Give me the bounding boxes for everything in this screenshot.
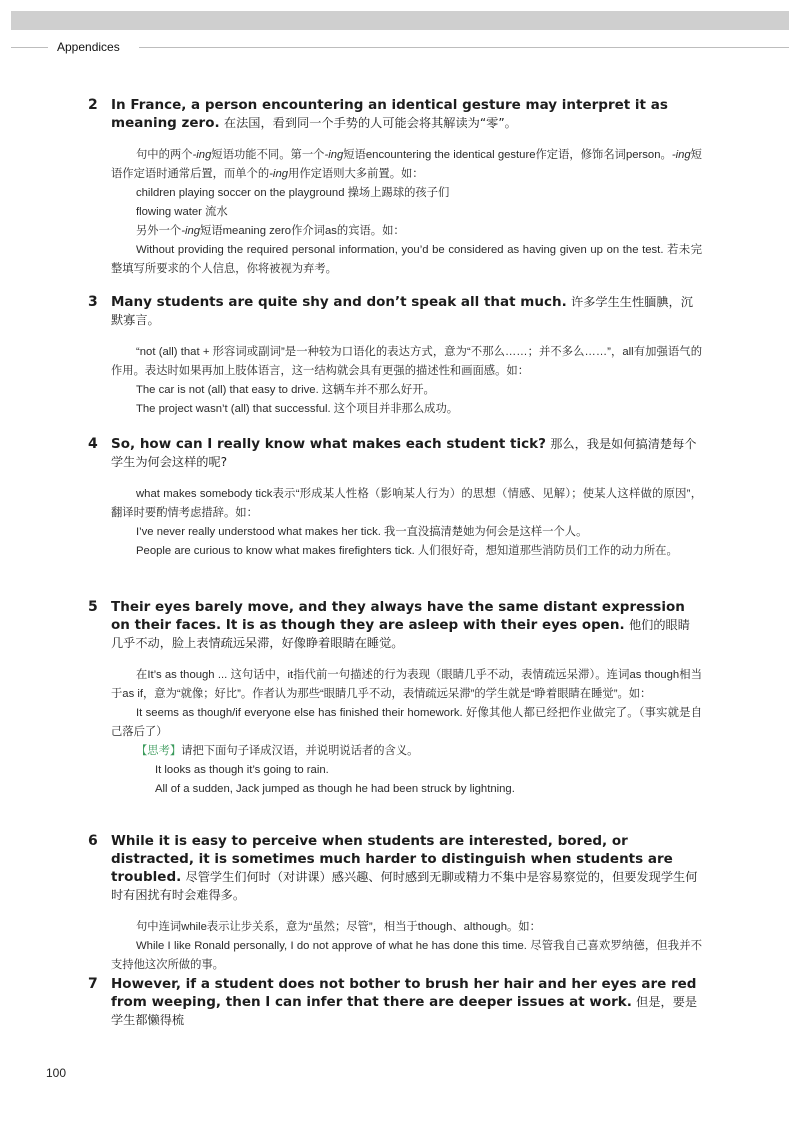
page-number: 100 bbox=[46, 1066, 67, 1080]
entry-sentence bbox=[111, 975, 702, 1029]
sentence-chinese: 那么，我是如何搞清楚每个学生为何会这样的呢? bbox=[111, 437, 697, 469]
sentence-english: Many students are quite shy and don’t speak all that much. bbox=[111, 294, 567, 310]
note-paragraph: 句中连词while表示让步关系，意为“虽然；尽管”，相当于though、although。如： bbox=[136, 921, 541, 933]
header-rule-right bbox=[139, 47, 789, 48]
entry-number: 2 bbox=[88, 97, 98, 113]
note-example: flowing water 流水 bbox=[136, 206, 228, 218]
entry-number: 7 bbox=[88, 976, 98, 992]
note-example: children playing soccer on the playground 操场上踢球的孩子们 bbox=[136, 187, 450, 199]
note-paragraph: “not (all) that + 形容词或副词”是一种较为口语化的表达方式，意为“不那么……；并不多么……”，all有加强语气的作用。表达时如果再加上肢体语言，这一结构就会具有更强的描述性和画面感。如： bbox=[111, 346, 702, 377]
entry-number: 3 bbox=[88, 294, 98, 310]
entry-number: 5 bbox=[88, 599, 98, 615]
entry-sentence bbox=[111, 293, 702, 329]
think-text: 请把下面句子译成汉语，并说明说话者的含义。 bbox=[181, 745, 419, 757]
sentence-chinese: 许多学生生性腼腆，沉默寡言。 bbox=[111, 295, 693, 327]
entry-6 bbox=[88, 832, 702, 975]
note-example: The project wasn’t (all) that successful. 这个项目并非那么成功。 bbox=[136, 403, 459, 415]
entry-notes bbox=[111, 918, 702, 975]
note-example: While I like Ronald personally, I do not approve of what he has done this time. 尽管我自己喜欢罗纳德，但我并不支持他这次所做的事。 bbox=[111, 940, 702, 971]
entry-sentence bbox=[111, 598, 702, 652]
sentence-chinese: 但是，要是学生都懒得梳 bbox=[111, 995, 698, 1027]
note-example: The car is not (all) that easy to drive. 这辆车并不那么好开。 bbox=[136, 384, 435, 396]
note-paragraph: what makes somebody tick表示“形成某人性格（影响某人行为）的思想（情感、见解）；使某人这样做的原因”，翻译时要酌情考虑措辞。如： bbox=[111, 488, 702, 519]
think-prompt bbox=[111, 742, 702, 761]
entry-sentence bbox=[111, 435, 702, 471]
header-bar bbox=[11, 11, 789, 30]
sentence-english: Their eyes barely move, and they always have the same distant expression on their faces. It is as though they are asleep with their eyes open. bbox=[111, 599, 685, 633]
sentence-english: So, how can I really know what makes each student tick? bbox=[111, 436, 546, 452]
sentence-english: In France, a person encountering an identical gesture may interpret it as meaning zero. bbox=[111, 97, 668, 131]
sentence-chinese: 尽管学生们何时（对讲课）感兴趣、何时感到无聊或精力不集中是容易察觉的，但要发现学生何时有困扰有时会难得多。 bbox=[111, 870, 698, 902]
entry-number: 4 bbox=[88, 436, 98, 452]
entry-notes bbox=[111, 666, 702, 799]
note-paragraph: 句中的两个-ing短语功能不同。第一个-ing短语encountering the identical gesture作定语，修饰名词person。-ing短语作定语时通常后置，而单个的-ing用作定语则大多前置。如： bbox=[111, 149, 702, 180]
entry-5 bbox=[88, 598, 702, 799]
section-title: Appendices bbox=[57, 40, 120, 54]
entry-number: 6 bbox=[88, 833, 98, 849]
entry-notes bbox=[111, 146, 702, 279]
entry-2 bbox=[88, 96, 702, 279]
think-example: All of a sudden, Jack jumped as though he had been struck by lightning. bbox=[155, 783, 515, 795]
entry-notes bbox=[111, 485, 702, 561]
think-label: 【思考】 bbox=[136, 745, 182, 757]
sentence-english: However, if a student does not bother to brush her hair and her eyes are red from weeping, then I can infer that there are deeper issues at work. bbox=[111, 976, 697, 1010]
header-rule-left bbox=[11, 47, 48, 48]
entry-sentence bbox=[111, 832, 702, 904]
entry-notes bbox=[111, 343, 702, 419]
note-example: Without providing the required personal information, you’d be considered as having given up on the test. 若未完整填写所要求的个人信息，你将被视为弃考。 bbox=[111, 244, 702, 275]
entry-sentence bbox=[111, 96, 702, 132]
think-example: It looks as though it’s going to rain. bbox=[155, 764, 329, 776]
note-paragraph: 另外一个-ing短语meaning zero作介词as的宾语。如： bbox=[136, 225, 405, 237]
entry-4 bbox=[88, 435, 702, 561]
sentence-chinese: 他们的眼睛几乎不动，脸上表情疏远呆滞，好像睁着眼睛在睡觉。 bbox=[111, 618, 690, 650]
note-paragraph: 在It’s as though ... 这句话中，it指代前一句描述的行为表现（眼睛几乎不动，表情疏远呆滞）。连词as though相当于as if，意为“就像；好比”。作者认为那些“眼睛几乎不动，表情疏远呆滞”的学生就是“睁着眼睛在睡觉”。如： bbox=[111, 669, 702, 700]
sentence-english: While it is easy to perceive when students are interested, bored, or distracted, it is sometimes much harder to distinguish when students are troubled. bbox=[111, 833, 673, 885]
entry-7 bbox=[88, 975, 702, 1029]
entry-3 bbox=[88, 293, 702, 419]
note-example: It seems as though/if everyone else has finished their homework. 好像其他人都已经把作业做完了。（事实就是自己落后了） bbox=[111, 707, 702, 738]
sentence-chinese: 在法国，看到同一个手势的人可能会将其解读为“零”。 bbox=[223, 116, 517, 130]
note-example: People are curious to know what makes firefighters tick. 人们很好奇，想知道那些消防员们工作的动力所在。 bbox=[136, 545, 678, 557]
note-example: I’ve never really understood what makes her tick. 我一直没搞清楚她为何会是这样一个人。 bbox=[136, 526, 588, 538]
